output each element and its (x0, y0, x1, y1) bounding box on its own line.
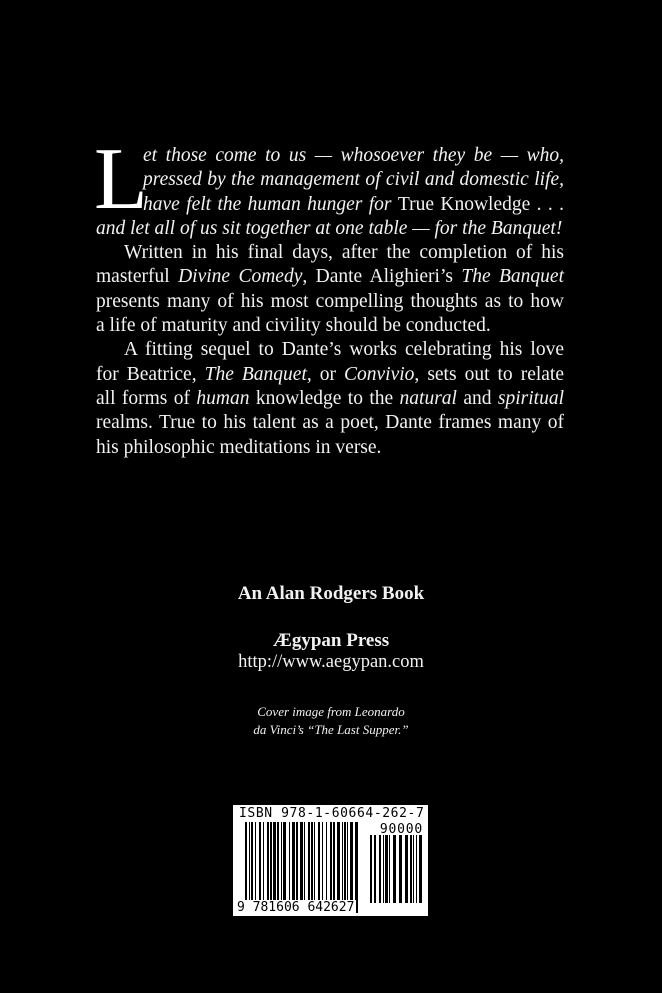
isbn-label: ISBN 978-1-60664-262-7 (239, 806, 425, 821)
blurb-line (96, 314, 564, 338)
blurb-line (96, 436, 564, 460)
text: his philosophic meditations in verse. (96, 436, 382, 458)
blurb-line (96, 290, 564, 314)
blurb-line (96, 411, 564, 435)
barcode-bar (370, 835, 372, 903)
blurb-line (96, 363, 564, 387)
blurb-line (96, 168, 564, 192)
text: masterful (96, 266, 179, 288)
barcode-digits: 9 781606 642627 (237, 900, 355, 915)
text: , sets out to relate (414, 363, 564, 385)
publisher-name: Ægypan Press (272, 630, 390, 651)
italic-text: Convivio (344, 363, 415, 385)
barcode-bar (374, 835, 376, 903)
text: for Beatrice, (96, 363, 205, 385)
barcode-bar (410, 835, 412, 903)
price-addon: 90000 (379, 822, 423, 837)
italic-text: Divine Comedy (178, 266, 303, 288)
text: , Dante Alighieri’s (302, 266, 462, 288)
italic-text: et those come to us — whosoever they be — who, (143, 145, 564, 166)
text: realms. True to his talent as a poet, Dante frames many of (96, 412, 564, 434)
italic-text: spiritual (497, 387, 565, 409)
back-cover-blurb (94, 131, 565, 460)
barcode-bar (389, 835, 390, 903)
barcode-bar (379, 835, 381, 903)
text: and (456, 387, 498, 409)
barcode-bar (413, 835, 414, 903)
text: presents many of his most compelling thoughts as to how (96, 290, 564, 312)
italic-text: The Banquet (204, 363, 307, 385)
italic-text: pressed by the management of civil and domestic life, (143, 169, 564, 191)
text: A fitting sequel to Dante’s works celebrating his love (124, 339, 564, 361)
series-line: An Alan Rodgers Book (237, 583, 425, 604)
barcode-bar (419, 835, 422, 903)
barcode-bar (399, 835, 402, 903)
text: Written in his final days, after the completion of his (124, 242, 564, 264)
isbn-barcode (233, 805, 428, 916)
blurb-line (96, 338, 564, 362)
blurb-line (96, 241, 564, 265)
publisher-url[interactable]: http://www.aegypan.com (238, 652, 424, 672)
blurb-line (96, 217, 564, 241)
blurb-line (96, 387, 564, 411)
barcode-bar (393, 835, 396, 903)
text: all forms of (96, 387, 197, 409)
cover-credit-line-2: da Vinci’s “The Last Supper.” (253, 722, 409, 737)
barcode-bar (385, 835, 388, 903)
blurb-line (96, 193, 564, 217)
blurb-lines (96, 144, 564, 460)
italic-text: human (196, 387, 250, 409)
text: a life of maturity and civility should be conducted. (96, 315, 491, 337)
italic-text: The Banquet (461, 266, 565, 288)
text: , or (306, 363, 345, 385)
blurb-line (96, 144, 564, 168)
barcode-bar (405, 835, 408, 903)
text: True Knowledge . . . (397, 193, 564, 215)
text: knowledge to the (249, 387, 400, 409)
italic-text: and let all of us sit together at one table — for the Banquet! (96, 217, 563, 239)
barcode-bar (383, 835, 384, 903)
italic-text: have felt the human hunger for (143, 193, 398, 215)
italic-text: natural (399, 387, 457, 409)
barcode-bar (416, 835, 417, 903)
blurb-line (96, 265, 564, 289)
drop-cap: L (94, 131, 148, 228)
cover-credit-line-1: Cover image from Leonardo (257, 704, 405, 719)
